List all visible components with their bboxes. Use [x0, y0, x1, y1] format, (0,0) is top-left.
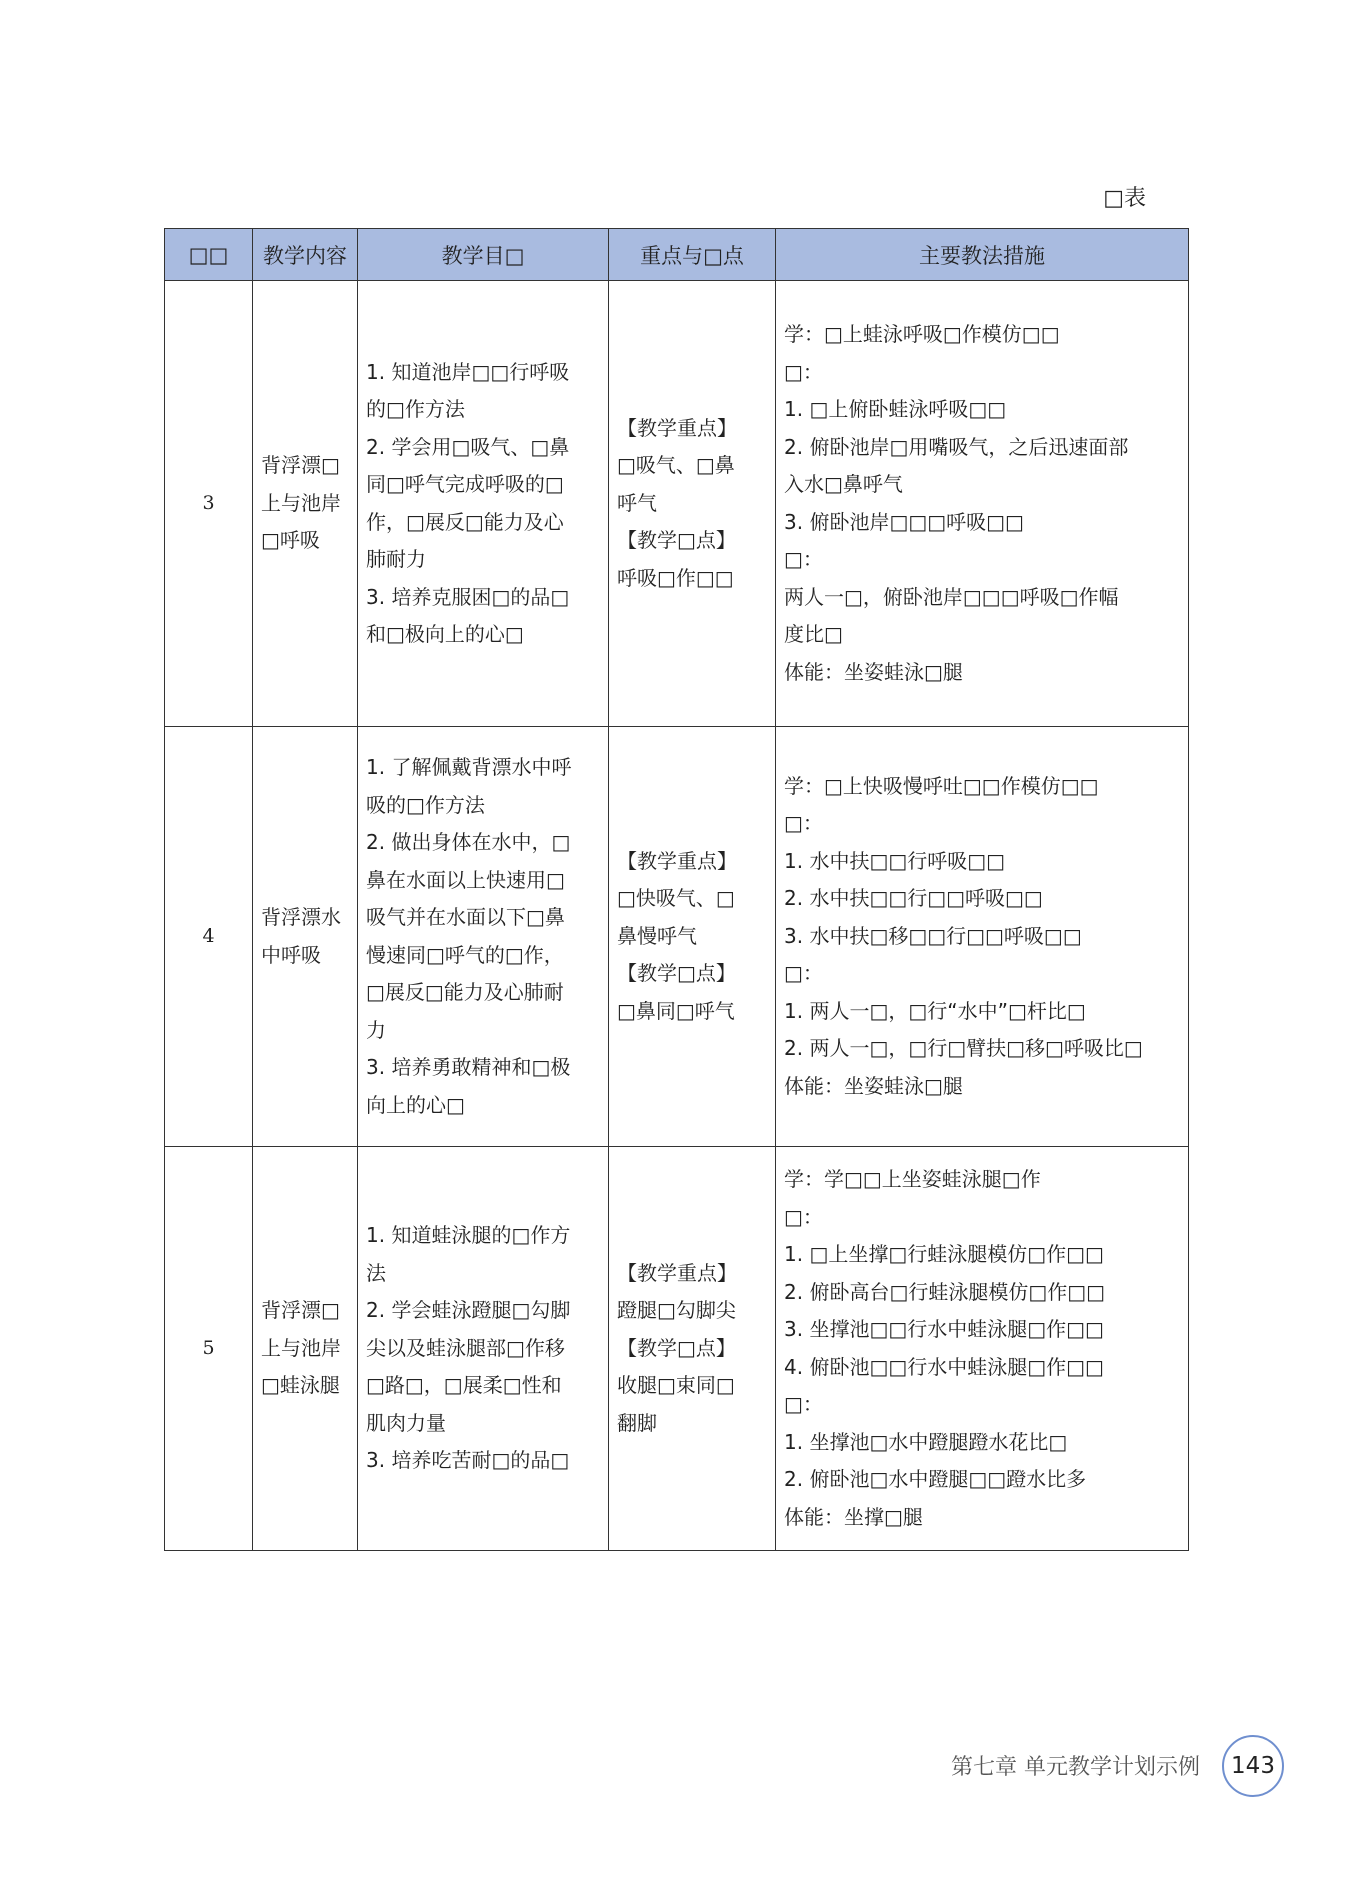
cell-lesson-number: 3 [165, 281, 253, 727]
cell-text-line: 体能：坐姿蛙泳□腿 [784, 659, 963, 684]
cell-text-line: 【教学重点】 [617, 848, 737, 873]
cell-key-points [609, 727, 776, 1147]
cell-text-line: □展反□能力及心肺耐 [366, 980, 564, 1004]
cell-text-line: 肌肉力量 [366, 1410, 446, 1435]
cell-text-line: 2. 学会用□吸气、□鼻 [366, 434, 570, 459]
cell-text-line: 背浮漂□ [261, 453, 340, 478]
cell-text-line: □呼吸 [261, 528, 320, 553]
cell-teaching-content [253, 1147, 358, 1551]
cell-text-line: 2. 俯卧高台□行蛙泳腿模仿□作□□ [784, 1279, 1106, 1304]
cell-text-line: □鼻同□呼气 [617, 998, 735, 1023]
table-row [165, 727, 1189, 1147]
cell-text-line: 2. 俯卧池岸□用嘴吸气，之后迅速面部 [784, 434, 1129, 459]
cell-text-line: 上与池岸 [261, 1335, 341, 1360]
header-key-difficult-points: 重点与□点 [609, 229, 776, 281]
cell-text-line: 向上的心□ [366, 1092, 465, 1117]
cell-teaching-goals [358, 727, 609, 1147]
cell-teaching-methods [776, 281, 1189, 727]
table-row [165, 1147, 1189, 1551]
cell-text-line: 呼气 [617, 490, 657, 515]
cell-text-line: 尖以及蛙泳腿部□作移 [366, 1335, 565, 1360]
cell-text-line: □： [784, 961, 823, 986]
cell-text-line: 2. 水中扶□□行□□呼吸□□ [784, 886, 1043, 911]
cell-text-line: 入水□鼻呼气 [784, 472, 903, 496]
cell-text-line: 3. 水中扶□移□□行□□呼吸□□ [784, 923, 1082, 948]
cell-text-line: 蹬腿□勾脚尖 [617, 1298, 736, 1323]
cell-text-line: 慢速同□呼气的□作， [366, 942, 564, 967]
cell-teaching-methods [776, 1147, 1189, 1551]
cell-text-line: 肺耐力 [366, 547, 426, 571]
cell-text-line: 作，□展反□能力及心 [366, 509, 564, 534]
cell-text-line: 1. 了解佩戴背漂水中呼 [366, 755, 572, 779]
cell-text-line: 1. □上坐撑□行蛙泳腿模仿□作□□ [784, 1242, 1104, 1266]
cell-teaching-goals [358, 1147, 609, 1551]
cell-text-line: 1. 水中扶□□行呼吸□□ [784, 848, 1006, 873]
page-number: 143 [1222, 1735, 1284, 1797]
cell-text-line: 【教学□点】 [617, 528, 736, 553]
cell-text-line: 1. 知道蛙泳腿的□作方 [366, 1223, 571, 1248]
cell-text-line: □： [784, 359, 823, 384]
cell-teaching-methods [776, 727, 1189, 1147]
cell-key-points [609, 1147, 776, 1551]
continued-table-label: □表 [1103, 186, 1146, 211]
cell-text-line: 1. 知道池岸□□行呼吸 [366, 359, 570, 384]
cell-text-line: 鼻慢呼气 [617, 923, 697, 948]
cell-text-line: □： [784, 811, 823, 836]
cell-text-line: 吸的□作方法 [366, 792, 485, 817]
cell-text-line: 3. 培养勇敢精神和□极 [366, 1055, 571, 1079]
cell-text-line: 1. 两人一□，□行“水中”□杆比□ [784, 998, 1086, 1023]
cell-text-line: 背浮漂水 [261, 905, 341, 929]
cell-text-line: 2. 做出身体在水中，□ [366, 830, 571, 854]
cell-text-line: 3. 坐撑池□□行水中蛙泳腿□作□□ [784, 1317, 1104, 1341]
cell-lesson-number: 4 [165, 727, 253, 1147]
cell-text-line: 度比□ [784, 622, 843, 646]
cell-text-line: 体能：坐姿蛙泳□腿 [784, 1073, 963, 1098]
cell-text-line: 和□极向上的心□ [366, 622, 524, 646]
cell-text-line: 4. 俯卧池□□行水中蛙泳腿□作□□ [784, 1354, 1104, 1379]
table-header-row [165, 229, 1189, 281]
cell-text-line: □吸气、□鼻 [617, 453, 735, 478]
cell-text-line: 3. 俯卧池岸□□□呼吸□□ [784, 509, 1024, 534]
cell-text-line: 3. 培养吃苦耐□的品□ [366, 1448, 570, 1473]
cell-text-line: 翻脚 [617, 1410, 657, 1435]
cell-lesson-number: 5 [165, 1147, 253, 1551]
cell-text-line: 2. 俯卧池□水中蹬腿□□蹬水比多 [784, 1467, 1087, 1491]
cell-text-line: 学：□上快吸慢呼吐□□作模仿□□ [784, 773, 1099, 798]
cell-text-line: 2. 学会蛙泳蹬腿□勾脚 [366, 1298, 571, 1323]
cell-text-line: □： [784, 1392, 823, 1416]
cell-teaching-goals [358, 281, 609, 727]
cell-text-line: □： [784, 1204, 823, 1229]
header-teaching-content: 教学内容 [253, 229, 358, 281]
cell-text-line: 的□作方法 [366, 397, 465, 421]
cell-text-line: 2. 两人一□，□行□臂扶□移□呼吸比□ [784, 1036, 1143, 1061]
cell-text-line: 呼吸□作□□ [617, 565, 734, 590]
cell-text-line: 法 [366, 1260, 386, 1285]
cell-text-line: 上与池岸 [261, 490, 341, 515]
cell-text-line: 学：□上蛙泳呼吸□作模仿□□ [784, 322, 1060, 346]
cell-text-line: □： [784, 547, 823, 571]
cell-text-line: 1. □上俯卧蛙泳呼吸□□ [784, 397, 1007, 421]
cell-text-line: 3. 培养克服困□的品□ [366, 584, 570, 609]
cell-text-line: 鼻在水面以上快速用□ [366, 867, 565, 892]
cell-text-line: 体能：坐撑□腿 [784, 1504, 923, 1529]
header-lesson-number: □□ [165, 229, 253, 281]
cell-text-line: 中呼吸 [261, 942, 321, 967]
header-teaching-goals: 教学目□ [358, 229, 609, 281]
cell-text-line: 同□呼气完成呼吸的□ [366, 472, 564, 496]
cell-text-line: □路□，□展柔□性和 [366, 1373, 562, 1398]
table-row [165, 281, 1189, 727]
cell-text-line: 【教学□点】 [617, 961, 736, 986]
cell-text-line: 收腿□束同□ [617, 1373, 735, 1398]
cell-text-line: □快吸气、□ [617, 886, 735, 911]
cell-text-line: 吸气并在水面以下□鼻 [366, 905, 565, 929]
cell-text-line: 【教学□点】 [617, 1335, 736, 1360]
cell-text-line: 学：学□□上坐姿蛙泳腿□作 [784, 1167, 1041, 1191]
cell-teaching-content [253, 727, 358, 1147]
header-teaching-methods: 主要教法措施 [776, 229, 1189, 281]
cell-text-line: 力 [366, 1017, 386, 1042]
cell-teaching-content [253, 281, 358, 727]
cell-text-line: 背浮漂□ [261, 1298, 340, 1323]
cell-text-line: 【教学重点】 [617, 1260, 737, 1285]
cell-text-line: □蛙泳腿 [261, 1373, 340, 1398]
cell-text-line: 两人一□，俯卧池岸□□□呼吸□作幅 [784, 584, 1119, 609]
chapter-title: 第七章 单元教学计划示例 [951, 1755, 1200, 1780]
cell-text-line: 【教学重点】 [617, 415, 737, 440]
teaching-plan-table [164, 228, 1189, 1551]
cell-key-points [609, 281, 776, 727]
cell-text-line: 1. 坐撑池□水中蹬腿蹬水花比□ [784, 1429, 1068, 1454]
